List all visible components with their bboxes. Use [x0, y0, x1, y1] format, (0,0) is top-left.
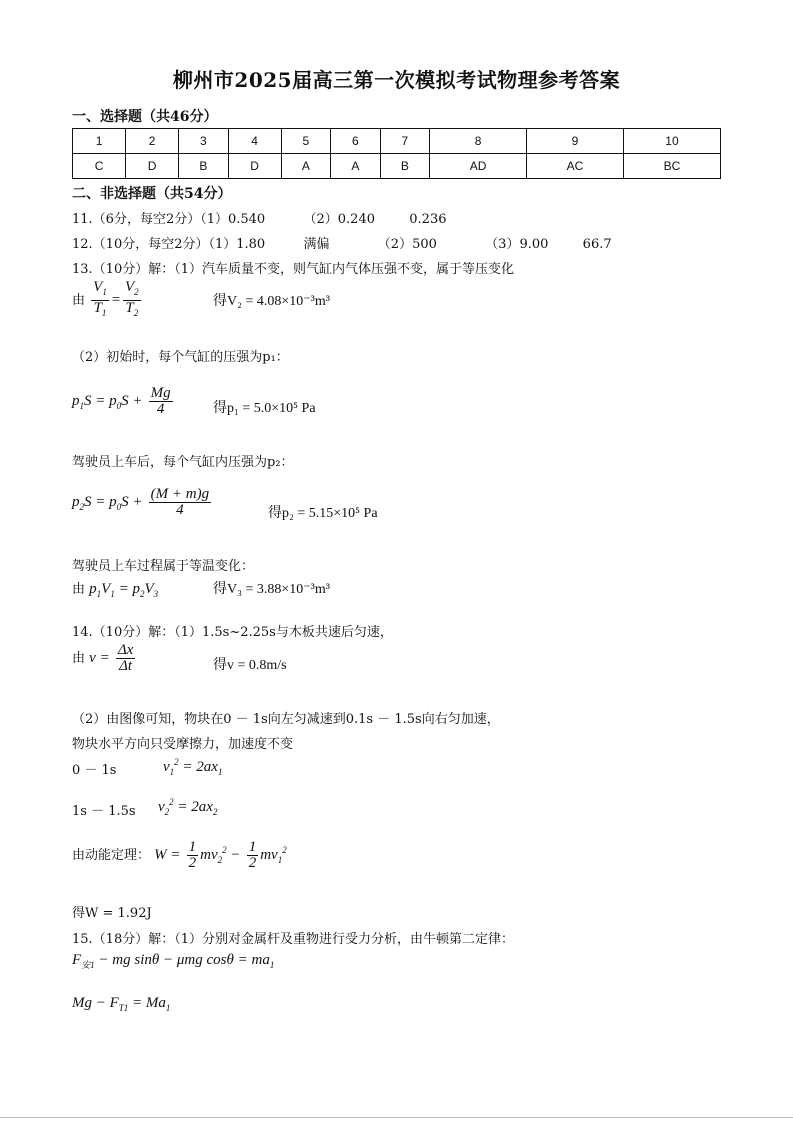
question-number-cell: 6	[331, 129, 380, 154]
q13-p2-intro: （2）初始时，每个气缸的压强为p₁：	[72, 350, 289, 365]
q12-line	[72, 233, 612, 252]
q14-eq-interval1: $v_1^2 = 2ax_1$	[163, 757, 223, 777]
q13-eq4-prefix: 由	[72, 582, 86, 597]
q13-eq2-result: 得p₁ = 5.0×10⁵ Pa	[213, 401, 316, 416]
answer-cell: D	[228, 154, 281, 179]
q12-answer-4: （3）9.00	[485, 237, 549, 252]
q13-eq2: $p_1S = p_0S$ + $\frac{Mg}{4}$	[72, 385, 171, 417]
q14-eq1-result: 得v = 0.8m/s	[213, 658, 287, 673]
question-number-cell: 2	[126, 129, 179, 154]
q13-eq1-rhs: $\frac{V_2}{T_2}$	[124, 279, 139, 318]
question-number-cell: 5	[281, 129, 330, 154]
question-number-cell: 8	[430, 129, 527, 154]
q14-eq-interval2: $v_2^2 = 2ax_2$	[158, 797, 218, 817]
question-number-cell: 1	[73, 129, 126, 154]
answer-cell: B	[380, 154, 429, 179]
q14-p2-line1: （2）由图像可知，物块在0 － 1s向左匀减速到0.1s － 1.5s向右匀加速，	[72, 712, 500, 727]
q11-prefix: 11.（6分，每空2分）（1）0.540	[72, 212, 266, 227]
question-number-row	[73, 129, 721, 154]
q11-line	[72, 208, 447, 227]
q14-energy-prefix: 由动能定理：	[72, 848, 151, 863]
q13-eq4: 由 $p_1V_1 = p_2V_3$	[72, 581, 159, 599]
q14-energy: 由动能定理： W = $\frac{1}{2}$ $mv_2^2$ − $\frac{1}{2}$ $mv_1^2$	[72, 839, 287, 871]
question-number-cell: 4	[228, 129, 281, 154]
q12-answer-3: （2）500	[377, 237, 437, 252]
q13-eq3-result: 得p₂ = 5.15×10⁵ Pa	[268, 506, 378, 521]
q11-answer-3: 0.236	[409, 212, 447, 227]
q14-eq1: 由 v = $\frac{\Delta x}{\Delta t}$	[72, 642, 134, 674]
q12-prefix: 12.（10分，每空2分）（1）1.80	[72, 237, 266, 252]
page-bottom-rule	[0, 1117, 793, 1118]
question-number-cell: 9	[527, 129, 624, 154]
q13-after-intro: 驾驶员上车后，每个气缸内压强为p₂：	[72, 455, 294, 470]
q13-iso-intro: 驾驶员上车过程属于等温变化：	[72, 559, 255, 574]
question-number-cell: 10	[623, 129, 720, 154]
answer-cell: A	[331, 154, 380, 179]
q13-eq1: 由 $\frac{V_1}{T_1}$ = $\frac{V_2}{T_2}$	[72, 280, 143, 321]
page-title: 柳州市2025届高三第一次模拟考试物理参考答案	[172, 68, 621, 92]
answer-cell: B	[179, 154, 228, 179]
q13-eq1-prefix: 由	[72, 293, 86, 308]
q12-answer-2: 满偏	[303, 237, 330, 252]
q14-intro: 14.（10分）解：（1）1.5s~2.25s与木板共速后匀速，	[72, 625, 393, 640]
answer-cell: BC	[623, 154, 720, 179]
question-number-cell: 7	[380, 129, 429, 154]
q14-eq1-prefix: 由	[72, 651, 86, 666]
q15-intro: 15.（18分）解：（1）分别对金属杆及重物进行受力分析，由牛顿第二定律：	[72, 932, 514, 947]
q14-interval2: 1s － 1.5s	[72, 804, 136, 819]
q11-answer-2: （2）0.240	[303, 212, 375, 227]
answer-row	[73, 154, 721, 179]
q15-eq2: $Mg - F_{T1} = Ma_1$	[72, 995, 171, 1013]
q14-result: 得W = 1.92J	[72, 906, 152, 921]
section-heading-nonchoice: 二、非选择题（共54分）	[72, 186, 232, 202]
answer-cell: AC	[527, 154, 624, 179]
q14-p2-line2: 物块水平方向只受摩擦力，加速度不变	[72, 737, 294, 752]
answer-table	[72, 128, 721, 179]
question-number-cell: 3	[179, 129, 228, 154]
answer-cell: A	[281, 154, 330, 179]
q13-eq3: $p_2S = p_0S$ + $\frac{(M + m)g}{4}$	[72, 486, 210, 518]
q12-answer-5: 66.7	[582, 237, 612, 252]
answer-cell: AD	[430, 154, 527, 179]
q15-eq1: $F_{安1}$ − mg sinθ − μmg $\cos\theta = ma_1$	[72, 952, 275, 970]
answer-cell: C	[73, 154, 126, 179]
q14-interval1: 0 － 1s	[72, 763, 117, 778]
answer-cell: D	[126, 154, 179, 179]
section-heading-choice: 一、选择题（共46分）	[72, 109, 218, 125]
q13-eq4-result: 得V₃ = 3.88×10⁻³m³	[213, 582, 330, 597]
q13-eq1-lhs: $\frac{V_1}{T_1}$	[93, 279, 107, 318]
q13-eq1-result: 得V₂ = 4.08×10⁻³m³	[213, 294, 330, 309]
q13-intro: 13.（10分）解：（1）汽车质量不变，则气缸内气体压强不变，属于等压变化	[72, 262, 514, 277]
